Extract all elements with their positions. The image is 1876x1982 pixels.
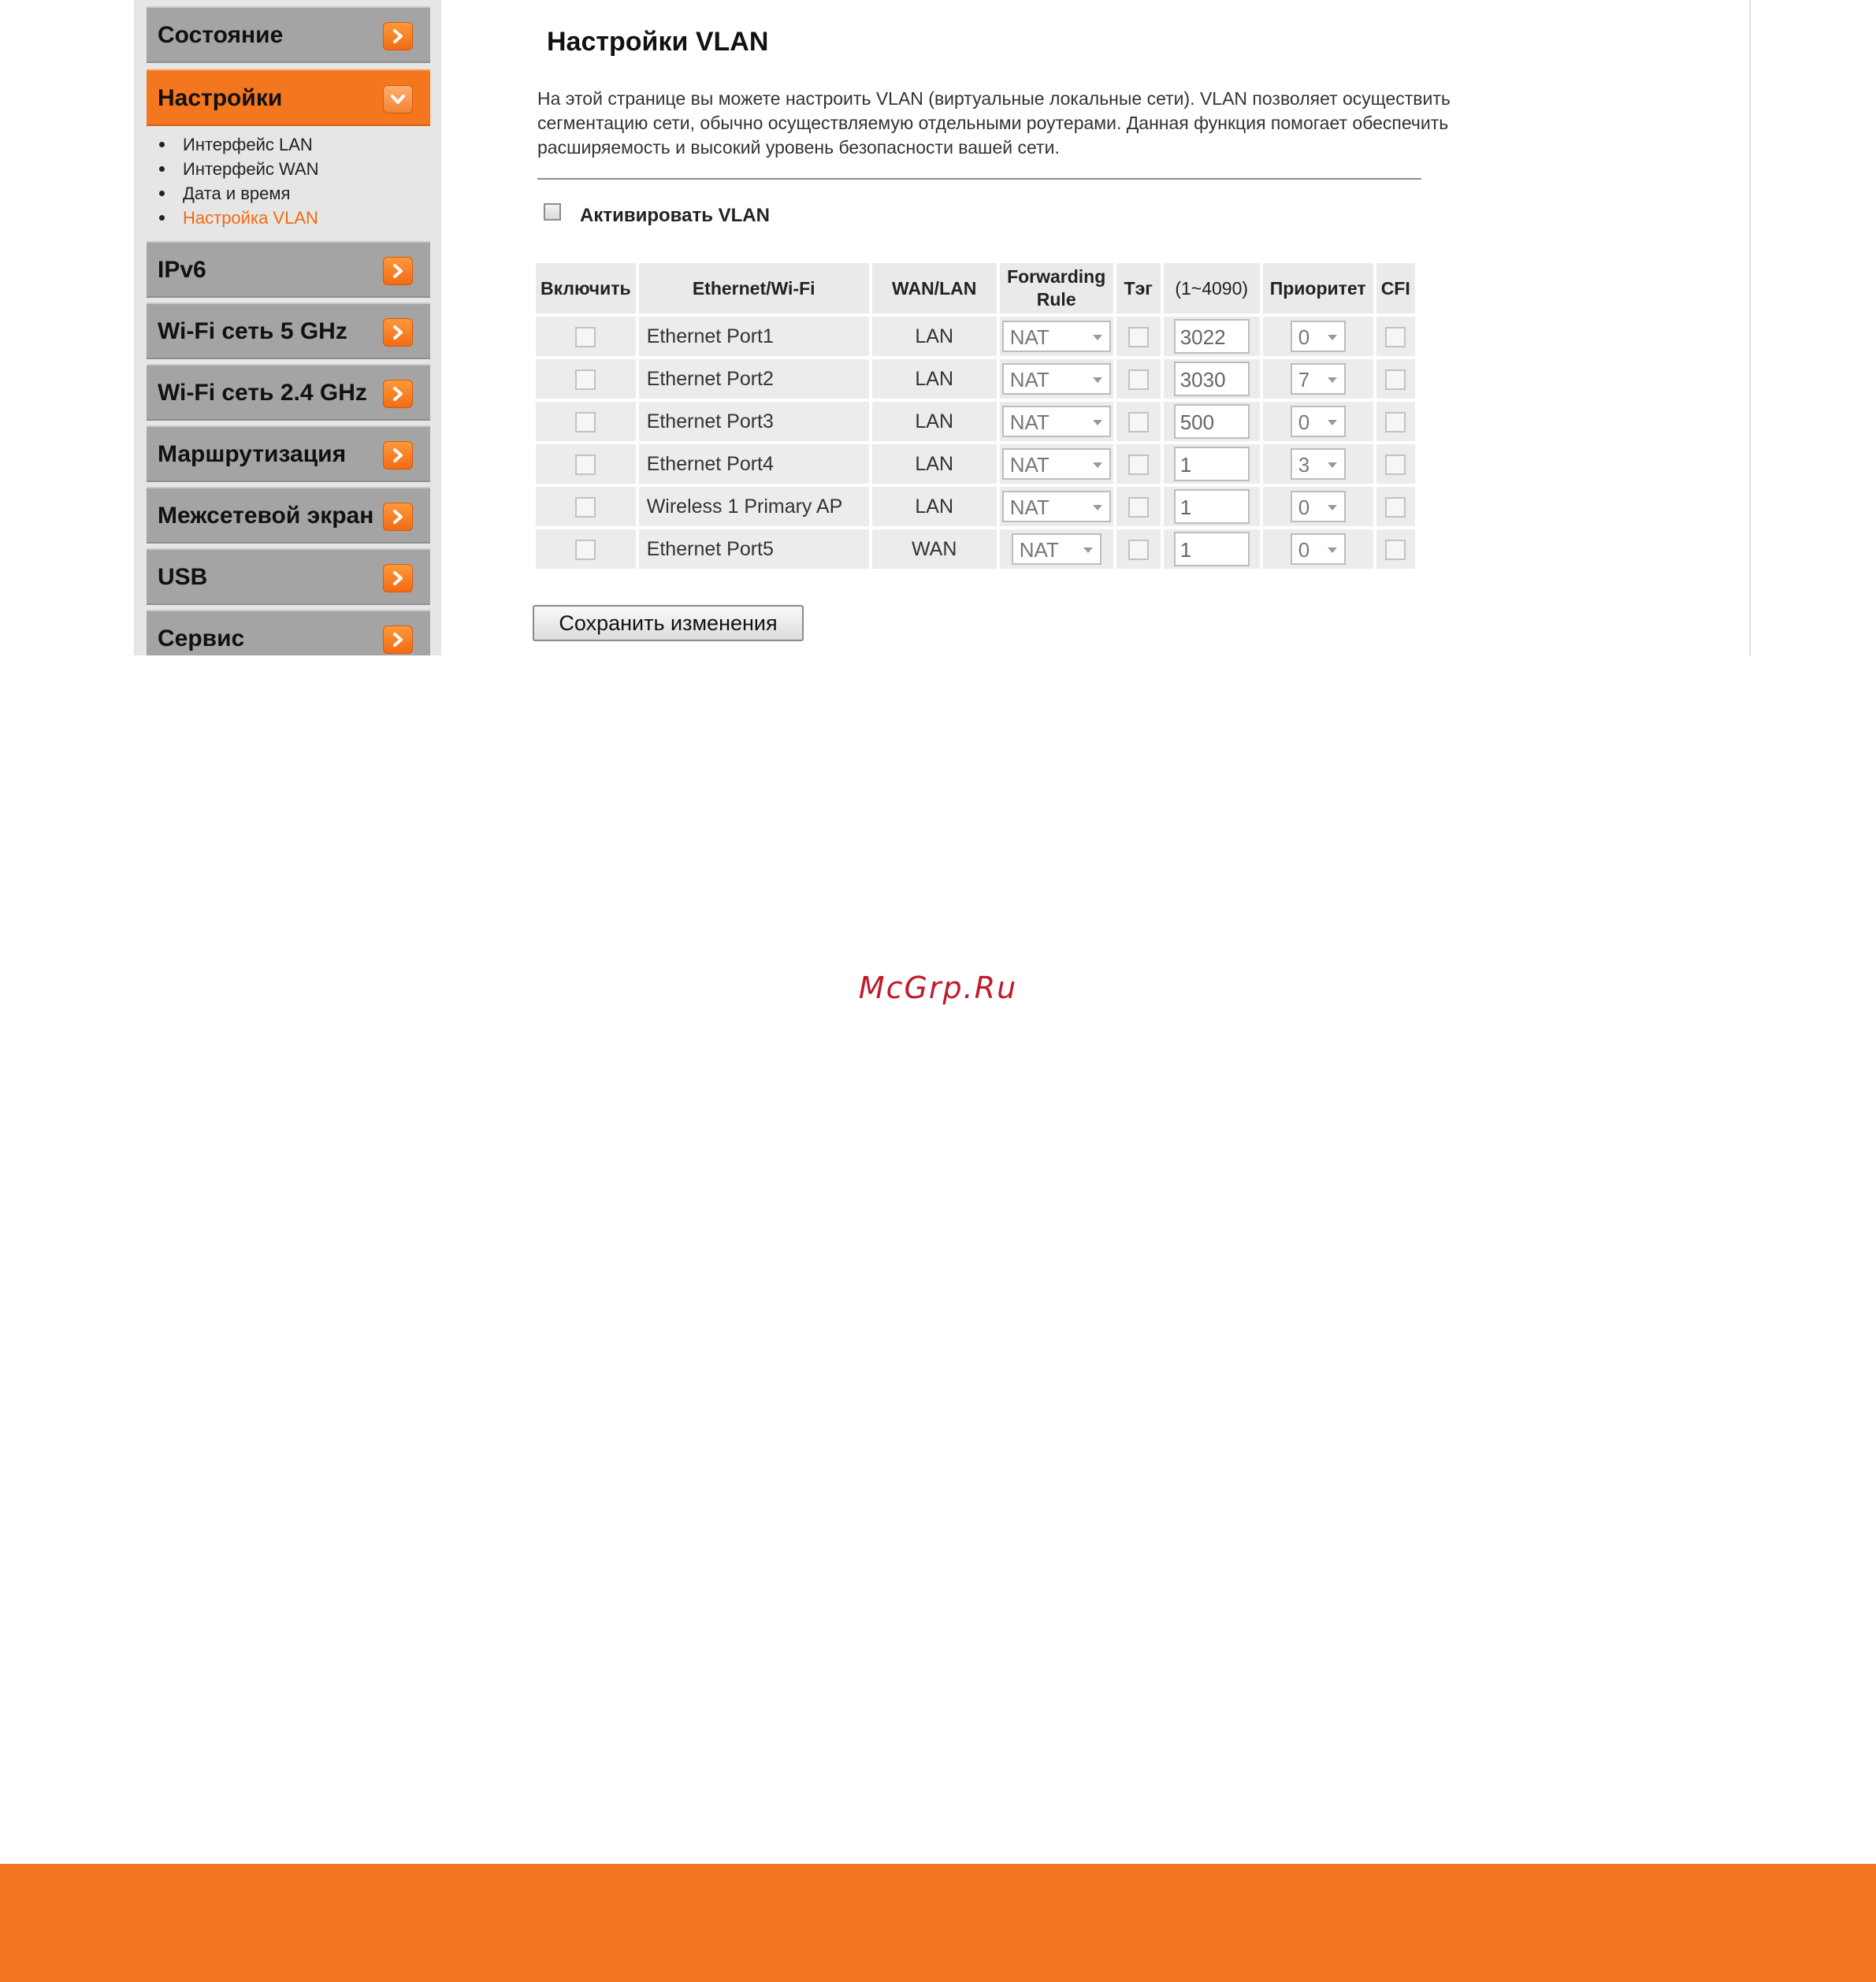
- main-content: [136, 0, 1751, 655]
- port-name: Ethernet Port1: [639, 317, 869, 356]
- priority-cell: [1263, 487, 1373, 526]
- tag-cell: [1116, 317, 1161, 356]
- forwarding-rule-select[interactable]: [1012, 533, 1101, 565]
- wanlan-value: LAN: [872, 317, 997, 356]
- cfi-checkbox[interactable]: [1385, 540, 1406, 560]
- port-name: Ethernet Port2: [639, 359, 869, 399]
- dropdown-arrow-icon: [1328, 547, 1337, 553]
- page-description: На этой странице вы можете настроить VLAN (виртуальные локальные сети). VLAN позволяет осуществить сегментацию сети, обычно осуществляемую отдельными роутерами. Данная функция помогает обеспечить расширяемость и высокий уровень безопасности вашей сети.: [537, 88, 1451, 158]
- tag-checkbox[interactable]: [1128, 369, 1149, 390]
- enable-cell: [536, 317, 636, 356]
- port-name: Ethernet Port3: [639, 402, 869, 441]
- vlan-id-input[interactable]: [1174, 319, 1250, 354]
- select-value: NAT: [1009, 325, 1049, 349]
- vlan-id-input[interactable]: [1174, 532, 1250, 566]
- priority-select[interactable]: [1291, 491, 1346, 522]
- select-value: NAT: [1009, 410, 1049, 434]
- activate-vlan-label: Активировать VLAN: [580, 205, 770, 226]
- vid-cell: [1164, 529, 1260, 569]
- select-value: NAT: [1019, 538, 1059, 562]
- input-value: 3022: [1179, 325, 1226, 349]
- priority-cell: [1263, 359, 1373, 399]
- dropdown-arrow-icon: [1093, 335, 1102, 340]
- enable-cell: [536, 402, 636, 441]
- forwarding-rule-select[interactable]: [1002, 448, 1111, 480]
- subnav-item-label: Интерфейс LAN: [183, 135, 313, 154]
- table-row: [536, 444, 1415, 484]
- table-header-row: [536, 263, 1415, 314]
- tag-cell: [1116, 487, 1161, 526]
- forwarding-rule-select[interactable]: [1002, 363, 1111, 395]
- enable-cell: [536, 444, 636, 484]
- vlan-table: [533, 260, 1418, 572]
- priority-cell: [1263, 402, 1373, 441]
- nav-item-label: Состояние: [158, 22, 284, 48]
- dropdown-arrow-icon: [1328, 377, 1337, 383]
- enable-checkbox[interactable]: [575, 369, 596, 390]
- rule-cell: [1000, 444, 1113, 484]
- col-vid: (1~4090): [1164, 263, 1260, 314]
- col-priority: Приоритет: [1263, 263, 1373, 314]
- priority-select[interactable]: [1291, 321, 1346, 352]
- select-value: 3: [1298, 453, 1310, 477]
- enable-checkbox[interactable]: [575, 327, 596, 347]
- table-row: [536, 359, 1415, 399]
- nav-item-label: Настройки: [158, 85, 283, 111]
- tag-checkbox[interactable]: [1128, 327, 1149, 347]
- rule-cell: [1000, 317, 1113, 356]
- nav-item-label: Сервис: [158, 625, 245, 651]
- wanlan-value: LAN: [872, 402, 997, 441]
- nav-item-label: USB: [158, 564, 208, 590]
- port-name: Ethernet Port4: [639, 444, 869, 484]
- router-screenshot: [134, 0, 1751, 655]
- select-value: NAT: [1009, 453, 1049, 477]
- tag-cell: [1116, 402, 1161, 441]
- nav-item-label: Маршрутизация: [158, 441, 347, 467]
- dropdown-arrow-icon: [1328, 335, 1337, 340]
- cfi-cell: [1376, 529, 1415, 569]
- cfi-checkbox[interactable]: [1385, 369, 1406, 390]
- enable-checkbox[interactable]: [575, 412, 596, 432]
- wanlan-value: WAN: [872, 529, 997, 569]
- cfi-checkbox[interactable]: [1385, 497, 1406, 518]
- forwarding-rule-select[interactable]: [1002, 406, 1111, 437]
- vid-cell: [1164, 359, 1260, 399]
- cfi-checkbox[interactable]: [1385, 455, 1406, 475]
- priority-cell: [1263, 444, 1373, 484]
- page-title: Настройки VLAN: [547, 27, 769, 57]
- priority-select[interactable]: [1291, 406, 1346, 437]
- nav-item-label: Wi-Fi сеть 5 GHz: [158, 318, 347, 344]
- subnav-item-label: Дата и время: [183, 184, 291, 203]
- vid-cell: [1164, 317, 1260, 356]
- table-row: [536, 402, 1415, 441]
- dropdown-arrow-icon: [1093, 377, 1102, 383]
- priority-select[interactable]: [1291, 533, 1346, 565]
- port-name: Ethernet Port5: [639, 529, 869, 569]
- col-forwarding-rule: [1000, 263, 1113, 314]
- priority-cell: [1263, 529, 1373, 569]
- enable-checkbox[interactable]: [575, 540, 596, 560]
- priority-cell: [1263, 317, 1373, 356]
- forwarding-rule-select[interactable]: [1002, 491, 1111, 522]
- tag-cell: [1116, 444, 1161, 484]
- vid-cell: [1164, 402, 1260, 441]
- cfi-cell: [1376, 402, 1415, 441]
- enable-checkbox[interactable]: [575, 497, 596, 518]
- save-changes-button[interactable]: Сохранить изменения: [533, 605, 804, 641]
- priority-select[interactable]: [1291, 363, 1346, 395]
- wanlan-value: LAN: [872, 359, 997, 399]
- select-value: 0: [1298, 538, 1310, 562]
- watermark: McGrp.Ru: [858, 971, 1018, 1005]
- dropdown-arrow-icon: [1328, 462, 1337, 468]
- enable-cell: [536, 359, 636, 399]
- dropdown-arrow-icon: [1083, 547, 1093, 553]
- cfi-cell: [1376, 487, 1415, 526]
- cfi-cell: [1376, 317, 1415, 356]
- rule-cell: [1000, 529, 1113, 569]
- vlan-id-input[interactable]: [1174, 447, 1250, 481]
- input-value: 1: [1179, 496, 1192, 519]
- wanlan-value: LAN: [872, 487, 997, 526]
- rule-cell: [1000, 359, 1113, 399]
- priority-select[interactable]: [1291, 448, 1346, 480]
- table-row: [536, 487, 1415, 526]
- col-cfi: CFI: [1376, 263, 1415, 314]
- vlan-id-input[interactable]: [1174, 404, 1250, 439]
- input-value: 1: [1179, 453, 1192, 477]
- subnav-item-label: Настройка VLAN: [183, 208, 318, 228]
- dropdown-arrow-icon: [1328, 420, 1337, 425]
- col-wanlan: WAN/LAN: [872, 263, 997, 314]
- forwarding-rule-select[interactable]: [1002, 321, 1111, 352]
- input-value: 1: [1179, 538, 1192, 562]
- rule-cell: [1000, 402, 1113, 441]
- vlan-id-input[interactable]: [1174, 362, 1250, 396]
- dropdown-arrow-icon: [1093, 420, 1102, 425]
- nav-item-label: Wi-Fi сеть 2.4 GHz: [158, 380, 367, 406]
- select-value: 7: [1298, 368, 1310, 392]
- select-value: NAT: [1009, 368, 1049, 392]
- cfi-cell: [1376, 444, 1415, 484]
- rule-cell: [1000, 487, 1113, 526]
- cfi-cell: [1376, 359, 1415, 399]
- cfi-checkbox[interactable]: [1385, 327, 1406, 347]
- dropdown-arrow-icon: [1093, 462, 1102, 468]
- divider: [537, 178, 1421, 180]
- select-value: 0: [1298, 410, 1310, 434]
- tag-checkbox[interactable]: [1128, 455, 1149, 475]
- tag-checkbox[interactable]: [1128, 497, 1149, 518]
- select-value: 0: [1298, 496, 1310, 519]
- enable-cell: [536, 529, 636, 569]
- footer-bar: [0, 1864, 1876, 1982]
- select-value: NAT: [1009, 496, 1049, 519]
- vlan-id-input[interactable]: [1174, 489, 1250, 524]
- col-forwarding-rule-line1: Forwarding: [1007, 266, 1106, 287]
- port-name: Wireless 1 Primary AP: [639, 487, 869, 526]
- input-value: 500: [1179, 410, 1215, 434]
- nav-item-label: IPv6: [158, 257, 206, 283]
- subnav-item-label: Интерфейс WAN: [183, 159, 319, 179]
- wanlan-value: LAN: [872, 444, 997, 484]
- col-tag: Тэг: [1116, 263, 1161, 314]
- col-enable: Включить: [536, 263, 636, 314]
- enable-checkbox[interactable]: [575, 455, 596, 475]
- col-port: Ethernet/Wi-Fi: [639, 263, 869, 314]
- nav-item-label: Межсетевой экран: [158, 503, 374, 529]
- tag-checkbox[interactable]: [1128, 412, 1149, 432]
- activate-vlan-checkbox[interactable]: [544, 203, 561, 221]
- col-forwarding-rule-line2: Rule: [1036, 289, 1076, 310]
- tag-cell: [1116, 359, 1161, 399]
- input-value: 3030: [1179, 368, 1226, 392]
- table-row: [536, 317, 1415, 356]
- vid-cell: [1164, 487, 1260, 526]
- dropdown-arrow-icon: [1328, 505, 1337, 510]
- tag-checkbox[interactable]: [1128, 540, 1149, 560]
- vid-cell: [1164, 444, 1260, 484]
- tag-cell: [1116, 529, 1161, 569]
- select-value: 0: [1298, 325, 1310, 349]
- cfi-checkbox[interactable]: [1385, 412, 1406, 432]
- table-row: [536, 529, 1415, 569]
- dropdown-arrow-icon: [1093, 505, 1102, 510]
- enable-cell: [536, 487, 636, 526]
